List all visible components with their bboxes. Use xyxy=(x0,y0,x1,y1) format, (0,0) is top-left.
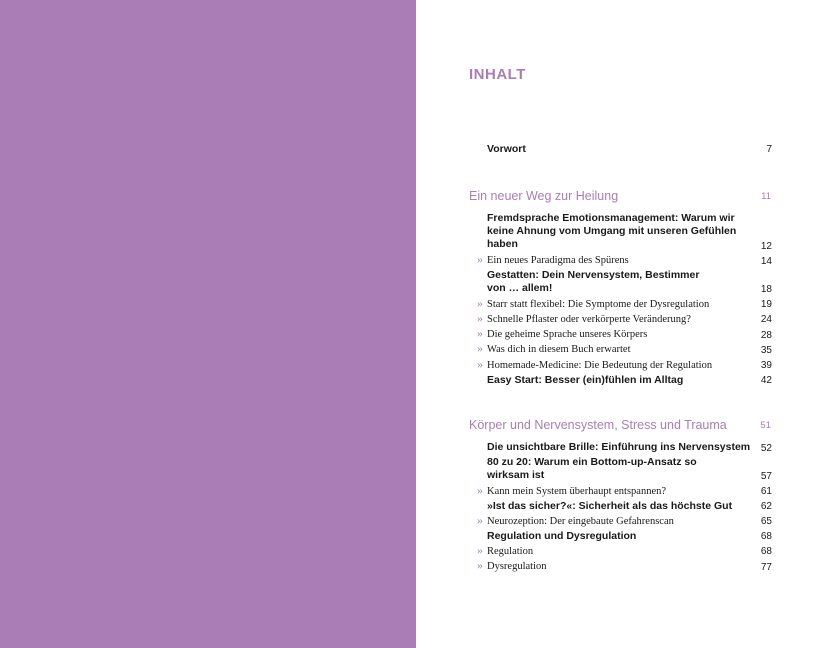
chevron-right-icon: » xyxy=(477,512,483,527)
toc-entry-page: 68 xyxy=(760,546,772,558)
section-title: Ein neuer Weg zur Heilung xyxy=(469,189,619,203)
toc-entry[interactable] xyxy=(487,530,772,544)
toc-subentry[interactable] xyxy=(477,482,772,499)
chevron-right-icon: » xyxy=(477,295,483,310)
toc-subentry[interactable] xyxy=(477,252,772,268)
chevron-right-icon: » xyxy=(477,310,483,325)
chevron-right-icon: » xyxy=(477,252,483,266)
section-title: Körper und Nervensystem, Stress und Trauma xyxy=(469,418,727,432)
chevron-right-icon: » xyxy=(477,341,483,356)
chevron-right-icon: » xyxy=(477,326,483,341)
toc-entry-page: 61 xyxy=(760,486,772,497)
toc-entry-page: 77 xyxy=(760,561,772,573)
toc-subentry[interactable] xyxy=(477,326,772,342)
chevron-right-icon: » xyxy=(477,558,483,573)
toc-entry-label: »Ist das sicher?«: Sicherheit als das höchste Gut xyxy=(487,499,733,512)
left-color-panel xyxy=(0,0,416,648)
toc-entry-label: Homemade-Medicine: Die Bedeutung der Regulation xyxy=(487,359,713,371)
toc-entry-label: Regulation und Dysregulation xyxy=(487,529,637,542)
toc-subentry[interactable] xyxy=(477,356,772,373)
toc-entry-label: Easy Start: Besser (ein)fühlen im Alltag xyxy=(487,373,684,386)
toc-subentry[interactable] xyxy=(477,310,772,327)
toc-entry-page: 35 xyxy=(760,344,772,356)
toc-entry-page: 68 xyxy=(760,531,772,543)
toc-entry-label: Kann mein System überhaupt entspannen? xyxy=(487,485,667,497)
toc-entry[interactable] xyxy=(487,269,772,296)
toc-entry-label: Schnelle Pflaster oder verkörperte Veränderung? xyxy=(487,313,691,325)
toc-entry-page: 39 xyxy=(760,360,772,371)
toc-subentry[interactable] xyxy=(477,512,772,529)
toc-entry[interactable] xyxy=(487,456,772,483)
toc-page xyxy=(416,0,833,648)
toc-entry-label: Gestatten: Dein Nervensystem, Bestimmer von … allem! xyxy=(487,269,700,295)
chevron-right-icon: » xyxy=(477,542,483,557)
toc-entry-page: 12 xyxy=(760,240,772,252)
toc-subentry[interactable] xyxy=(477,341,772,357)
toc-subentry[interactable] xyxy=(477,542,772,559)
toc-entry[interactable] xyxy=(487,441,772,455)
toc-entry[interactable] xyxy=(487,212,772,253)
toc-entry-label: Dysregulation xyxy=(487,561,547,573)
toc-entry-page: 52 xyxy=(760,442,772,454)
toc-entry-page: 19 xyxy=(760,299,772,311)
toc-entry-page: 62 xyxy=(760,501,772,513)
toc-entry-label: 80 zu 20: Warum ein Bottom-up-Ansatz so wirksam ist xyxy=(487,456,697,481)
toc-entry-vorwort[interactable] xyxy=(487,143,772,156)
toc-entry-page: 28 xyxy=(760,329,772,341)
section-heading[interactable] xyxy=(469,189,771,203)
page-title: INHALT xyxy=(469,66,526,83)
toc-subentry[interactable] xyxy=(477,558,772,574)
toc-entry-label: Ein neues Paradigma des Spürens xyxy=(487,255,629,266)
toc-entry-label: Fremdsprache Emotionsmanagement: Warum wir keine Ahnung vom Umgang mit unseren Gefühlen haben xyxy=(487,212,737,250)
toc-entry-label: Vorwort xyxy=(487,143,526,155)
toc-entry-label: Die geheime Sprache unseres Körpers xyxy=(487,329,648,341)
toc-entry-page: 7 xyxy=(766,144,772,155)
toc-entry-label: Die unsichtbare Brille: Einführung ins Nervensystem xyxy=(487,441,751,453)
section-heading[interactable] xyxy=(469,418,771,432)
toc-subentry[interactable] xyxy=(477,295,772,312)
toc-entry-page: 24 xyxy=(760,314,772,326)
toc-entry-page: 65 xyxy=(760,516,772,528)
toc-entry-label: Was dich in diesem Buch erwartet xyxy=(487,344,631,356)
toc-entry[interactable] xyxy=(487,374,772,388)
toc-entry-page: 57 xyxy=(760,471,772,482)
toc-entry-page: 18 xyxy=(760,284,772,296)
toc-entry[interactable] xyxy=(487,500,772,514)
chevron-right-icon: » xyxy=(477,356,483,371)
toc-entry-page: 14 xyxy=(760,255,772,267)
section-page: 51 xyxy=(760,420,771,431)
toc-entry-label: Regulation xyxy=(487,545,534,557)
section-page: 11 xyxy=(761,191,771,202)
chevron-right-icon: » xyxy=(477,482,483,497)
toc-entry-label: Neurozeption: Der eingebaute Gefahrenscan xyxy=(487,515,674,527)
toc-entry-label: Starr statt flexibel: Die Symptome der Dysregulation xyxy=(487,298,710,310)
toc-entry-page: 42 xyxy=(760,375,772,387)
